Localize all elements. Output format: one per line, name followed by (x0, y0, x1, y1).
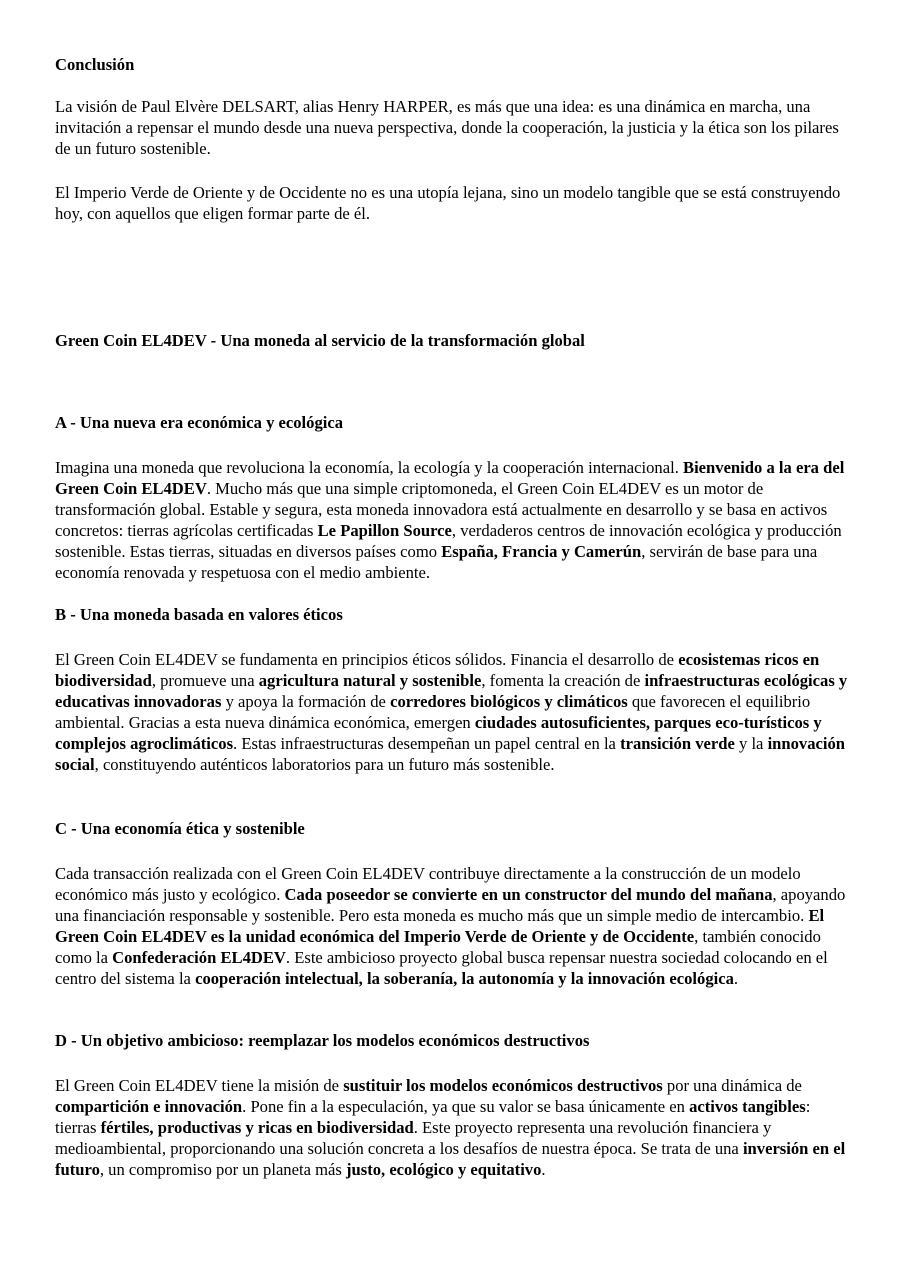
text-run: . Este proyecto representa una revolución financiera y medioambiental, proporcionando una solución concreta a los desafíos de nuestra época. Se trata de una (55, 1118, 772, 1158)
text-run: . Este ambicioso proyecto global busca repensar nuestra sociedad colocando en el centro del sistema la (55, 948, 828, 988)
text-run: La visión de Paul Elvère DELSART, alias Henry HARPER, es más que una idea: es una dinámica en marcha, una invitación a repensar el mundo desde una nueva perspectiva, donde la cooperación, la justicia y la ética son los pilares de un futuro sostenible. (55, 97, 839, 158)
bold-text-run: activos tangibles (689, 1097, 806, 1116)
bold-text-run: ecosistemas ricos en biodiversidad (55, 650, 820, 690)
bold-text-run: justo, ecológico y equitativo (345, 1160, 542, 1179)
bold-text-run: infraestructuras ecológicas y educativas innovadoras (55, 671, 848, 711)
text-run: , también conocido como la (55, 927, 821, 967)
bold-text-run: agricultura natural y sostenible (258, 671, 482, 690)
text-run: y apoya la formación de (221, 692, 391, 711)
bold-text-run: ciudades autosuficientes, parques eco-turísticos y complejos agroclimáticos (55, 713, 822, 753)
section-c-heading: C - Una economía ética y sostenible (55, 819, 305, 838)
section-b-heading: B - Una moneda basada en valores éticos (55, 605, 343, 624)
conclusion-paragraph-1 (55, 96, 855, 159)
section-title: Green Coin EL4DEV - Una moneda al servicio de la transformación global (55, 331, 585, 350)
text-run: , verdaderos centros de innovación ecológica y producción sostenible. Estas tierras, situadas en diversos países como (55, 521, 842, 561)
text-run: El Green Coin EL4DEV tiene la misión de (55, 1076, 344, 1095)
text-run: . (733, 969, 739, 988)
conclusion-paragraph-2 (55, 182, 855, 224)
text-run: . Estas infraestructuras desempeñan un papel central en la (233, 734, 621, 753)
text-run: El Green Coin EL4DEV se fundamenta en principios éticos sólidos. Financia el desarrollo de (55, 650, 679, 669)
bold-text-run: compartición e innovación (55, 1097, 243, 1116)
bold-text-run: innovación social (55, 734, 846, 774)
text-run: , apoyando una financiación responsable y sostenible. Pero esta moneda es mucho más que un simple medio de intercambio. (55, 885, 846, 925)
bold-text-run: inversión en el futuro (55, 1139, 846, 1179)
text-run: Cada transacción realizada con el Green Coin EL4DEV contribuye directamente a la construcción de un modelo económico más justo y ecológico. (55, 864, 801, 904)
text-run: y la (734, 734, 768, 753)
text-run: Imagina una moneda que revoluciona la economía, la ecología y la cooperación internacional. (55, 458, 683, 477)
section-a-paragraph (55, 457, 855, 583)
text-run: , servirán de base para una economía renovada y respetuosa con el medio ambiente. (55, 542, 818, 582)
bold-text-run: transición verde (620, 734, 735, 753)
bold-text-run: sustituir los modelos económicos destructivos (343, 1076, 663, 1095)
text-run: , un compromiso por un planeta más (99, 1160, 346, 1179)
text-run: , constituyendo auténticos laboratorios para un futuro más sostenible. (94, 755, 555, 774)
text-run: por una dinámica de (662, 1076, 802, 1095)
section-a-heading: A - Una nueva era económica y ecológica (55, 413, 344, 432)
bold-text-run: cooperación intelectual, la soberanía, la autonomía y la innovación ecológica (195, 969, 734, 988)
text-run: El Imperio Verde de Oriente y de Occidente no es una utopía lejana, sino un modelo tangible que se está construyendo hoy, con aquellos que eligen formar parte de él. (55, 183, 841, 223)
bold-text-run: España, Francia y Camerún (441, 542, 642, 561)
text-run: . Mucho más que una simple criptomoneda, el Green Coin EL4DEV es un motor de transformación global. Estable y segura, esta moneda innovadora está actualmente en desarrollo y se basa en activos concretos: tierras agrícolas certificadas (55, 479, 828, 540)
text-run: . Pone fin a la especulación, ya que su valor se basa únicamente en (242, 1097, 690, 1116)
text-run: , fomenta la creación de (481, 671, 645, 690)
text-run: . (541, 1160, 546, 1179)
text-run: : tierras (55, 1097, 811, 1137)
conclusion-heading: Conclusión (55, 55, 135, 74)
section-b-paragraph (55, 649, 855, 775)
bold-text-run: Bienvenido a la era del Green Coin EL4DEV (55, 458, 845, 498)
bold-text-run: corredores biológicos y climáticos (390, 692, 628, 711)
bold-text-run: Le Papillon Source (317, 521, 452, 540)
bold-text-run: Cada poseedor se convierte en un constructor del mundo del mañana (284, 885, 773, 904)
text-run: que favorecen el equilibrio ambiental. Gracias a esta nueva dinámica económica, emergen (55, 692, 811, 732)
section-d-heading: D - Un objetivo ambicioso: reemplazar los modelos económicos destructivos (55, 1031, 590, 1050)
bold-text-run: Confederación EL4DEV (112, 948, 286, 967)
text-run: , promueve una (151, 671, 259, 690)
bold-text-run: fértiles, productivas y ricas en biodiversidad (100, 1118, 414, 1137)
section-c-paragraph (55, 863, 855, 989)
bold-text-run: El Green Coin EL4DEV es la unidad económica del Imperio Verde de Oriente y de Occidente (55, 906, 825, 946)
section-d-paragraph (55, 1075, 855, 1180)
